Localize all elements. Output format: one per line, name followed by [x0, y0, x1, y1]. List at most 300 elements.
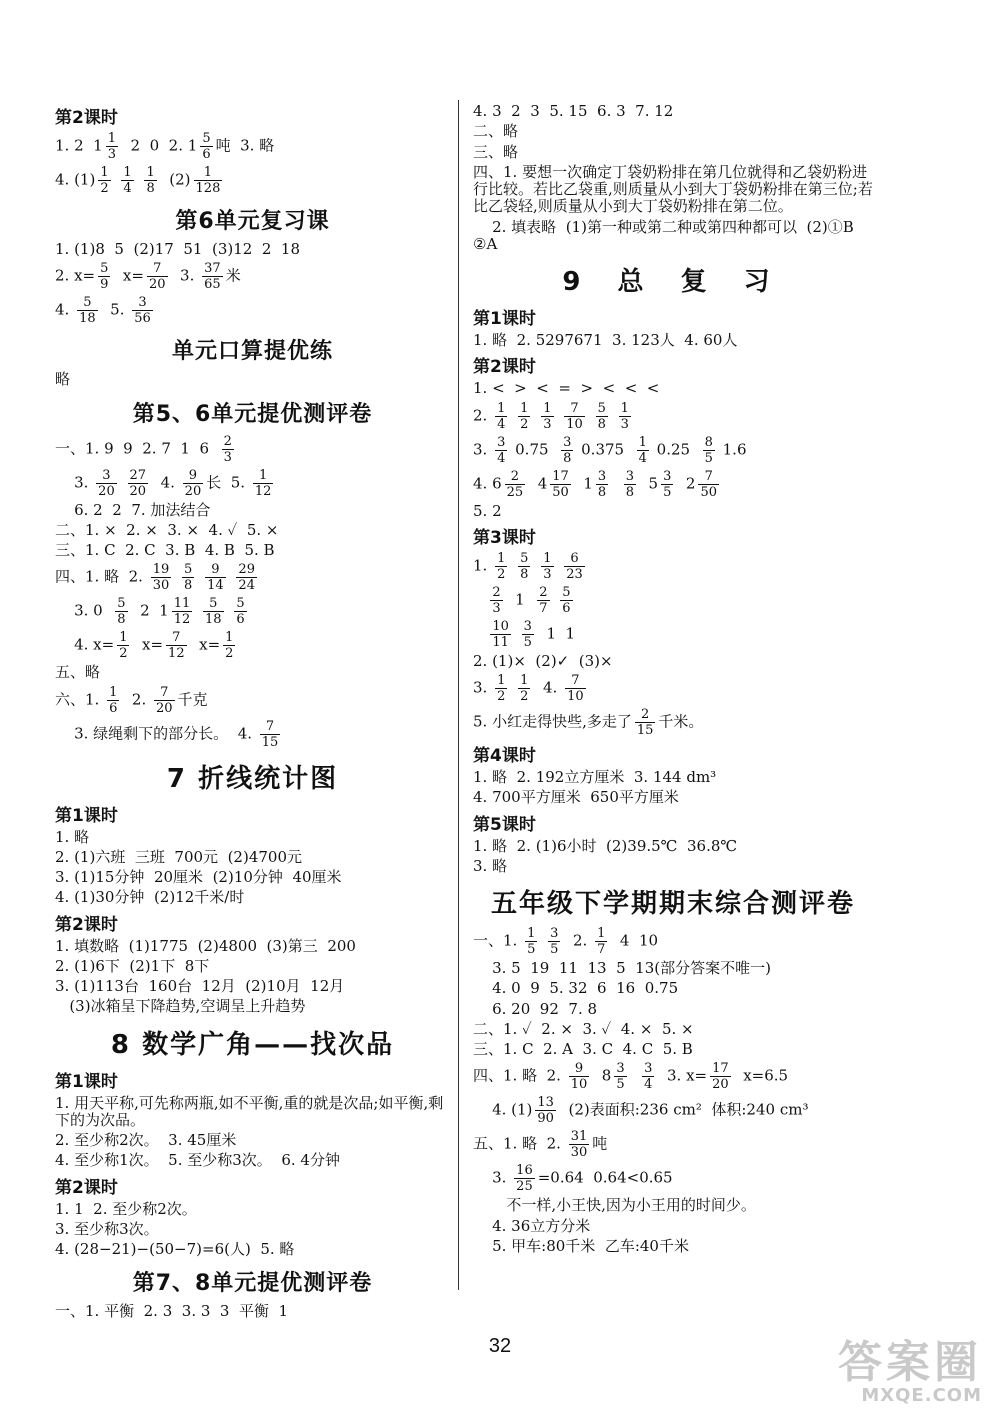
fraction	[182, 562, 194, 593]
lesson-heading: 第1课时	[55, 1071, 118, 1092]
fraction-denominator: 4	[644, 1077, 653, 1093]
fraction	[96, 468, 117, 499]
answer-text: 3. 5 19 11 13 5 13(部分答案不唯一)	[473, 959, 771, 977]
answer-line	[473, 653, 873, 670]
answer-text: 1. 略 2. 5297671 3. 123人 4. 60人	[473, 331, 738, 349]
answer-text: 4. 3 2 3 5. 15 6. 3 7. 12	[473, 102, 674, 120]
fraction-denominator: 12	[254, 483, 272, 499]
answer-text: 3. x=	[657, 1066, 708, 1085]
fraction	[614, 1061, 626, 1092]
fraction	[564, 551, 585, 582]
fraction-denominator: 8	[563, 450, 572, 466]
lesson-heading: 第2课时	[55, 914, 118, 935]
fraction	[537, 585, 549, 616]
answer-text	[514, 624, 519, 642]
answer-line	[55, 1241, 450, 1258]
fraction-numerator: 5	[597, 400, 606, 416]
answer-text	[540, 932, 545, 950]
answer-line	[473, 585, 873, 616]
fraction-denominator: 128	[195, 181, 221, 196]
answer-text	[588, 406, 593, 424]
fraction-numerator: 5	[520, 550, 529, 566]
answer-line	[473, 1095, 873, 1126]
answer-line	[55, 468, 450, 499]
watermark-logo	[838, 1337, 982, 1406]
answer-line	[473, 219, 873, 254]
fraction-numerator: 13	[537, 1095, 554, 1111]
answer-text: 4. 0 9 5. 32 6 16 0.75	[473, 979, 679, 998]
answer-text: 四、1. 略 2.	[55, 567, 148, 586]
fraction-numerator: 1	[253, 468, 274, 484]
fraction	[260, 719, 281, 750]
answer-text: 2. (1)× (2)✓ (3)×	[473, 651, 613, 670]
answer-text	[553, 590, 558, 608]
answer-text: 1. 略 2. (1)6小时 (2)39.5℃ 36.8℃	[473, 836, 738, 855]
fraction	[151, 562, 172, 593]
fraction	[596, 469, 608, 500]
fraction	[132, 295, 153, 326]
fraction-numerator: 2	[223, 433, 232, 449]
fraction	[117, 630, 129, 661]
answer-line	[473, 1061, 873, 1092]
answer-text: 三、1. C 2. C 3. B 4. B 5. B	[55, 541, 275, 559]
answer-line	[55, 241, 450, 258]
answer-line	[55, 938, 450, 955]
fraction	[565, 673, 586, 704]
fraction-denominator: 6	[236, 612, 245, 628]
lesson-heading: 第1课时	[473, 309, 536, 329]
answer-line	[473, 619, 873, 650]
answer-text: 三、1. C 2. A 3. C 4. C 5. B	[473, 1040, 693, 1058]
fraction	[518, 673, 530, 704]
answer-line	[55, 1221, 450, 1238]
fraction	[595, 926, 607, 957]
fraction-denominator: 8	[520, 566, 529, 582]
fraction-numerator: 5	[203, 596, 224, 612]
answer-text: 4. 700平方厘米 650平方厘米	[473, 788, 679, 807]
fraction	[703, 435, 715, 466]
answer-text: 1	[505, 590, 535, 609]
answer-line	[473, 926, 873, 957]
answer-line	[473, 707, 873, 738]
fraction-denominator: 90	[537, 1111, 554, 1127]
answer-text: 3. 至少称3次。	[55, 1219, 159, 1238]
fraction	[166, 630, 187, 661]
answer-text	[510, 406, 515, 424]
fraction-denominator: 30	[152, 578, 170, 594]
fraction-denominator: 14	[207, 578, 224, 594]
answer-text	[510, 679, 515, 697]
answer-line	[55, 522, 450, 539]
fraction-numerator: 1	[497, 673, 506, 688]
fraction-numerator: 29	[238, 562, 255, 578]
answer-text	[557, 406, 562, 424]
answer-text: 3.	[473, 1168, 512, 1187]
fraction-numerator: 3	[497, 434, 506, 450]
answer-line	[55, 1152, 450, 1169]
answer-text: 4.	[151, 473, 180, 491]
answer-text: 3. (1)113台 160台 12月 (2)10月 12月	[55, 977, 345, 995]
answer-text: 吨 3. 略	[215, 136, 275, 155]
answer-line	[473, 435, 873, 466]
fraction	[596, 401, 608, 432]
fraction	[518, 551, 530, 582]
fraction	[236, 562, 257, 593]
fraction	[661, 469, 673, 500]
fraction-denominator: 7	[539, 600, 548, 616]
fraction	[490, 619, 511, 650]
fraction-denominator: 12	[168, 646, 185, 662]
fraction-denominator: 8	[117, 612, 126, 628]
fraction-numerator: 3	[132, 295, 153, 311]
fraction-denominator: 3	[620, 416, 629, 432]
fraction-numerator: 7	[564, 401, 585, 417]
answer-line	[55, 261, 450, 292]
answer-line	[473, 164, 873, 216]
fraction-numerator: 9	[205, 562, 226, 578]
answer-text: 3. 0	[55, 601, 113, 620]
fraction	[128, 468, 149, 499]
answer-text: 一、1. 平衡 2. 3 3. 3 3 平衡 1	[55, 1302, 289, 1321]
answer-text: 1. 1 2. 至少称2次。	[55, 1199, 197, 1218]
fraction	[495, 435, 507, 466]
answer-text: 四、1. 要想一次确定丁袋奶粉排在第几位就得和乙袋奶粉进行比较。若比乙袋重,则质量从小到大丁袋奶粉排在第三位;若比乙袋轻,则质量从小到大丁袋奶粉排在第二位。	[473, 162, 873, 216]
column-divider	[458, 100, 459, 1290]
answer-text: 4. (1)	[55, 170, 96, 189]
answer-text: 2. 填表略 (1)第一种或第二种或第四种都可以 (2)①B ②A	[473, 217, 864, 253]
answer-line	[55, 664, 450, 681]
fraction-denominator: 2	[100, 181, 109, 196]
unit-title: 第7、8单元提优测评卷	[132, 1271, 373, 1297]
fraction-numerator: 16	[516, 1163, 533, 1179]
fraction-denominator: 8	[597, 484, 607, 500]
left-column	[55, 100, 450, 1324]
fraction-numerator: 1	[100, 165, 109, 180]
answer-line	[473, 1163, 873, 1194]
fraction-numerator: 5	[77, 295, 98, 311]
answer-text	[473, 590, 487, 608]
answer-line	[473, 401, 873, 432]
fraction	[222, 434, 234, 465]
fraction-numerator: 3	[550, 926, 559, 941]
answer-line	[55, 434, 450, 465]
answer-line	[55, 978, 450, 995]
answer-line	[473, 103, 873, 120]
unit-title: 第6单元复习课	[175, 209, 330, 234]
fraction-numerator: 5	[100, 261, 109, 277]
watermark-logo-text: 答案圈	[838, 1337, 982, 1388]
answer-text: 1 1	[536, 624, 576, 643]
fraction-numerator: 1	[543, 550, 552, 566]
unit-title: 单元口算提优练	[171, 339, 333, 365]
answer-text	[174, 568, 179, 586]
answer-text: 6. 2 2 7. 加法结合	[55, 500, 211, 519]
answer-text	[197, 568, 202, 586]
fraction-denominator: 5	[527, 942, 536, 957]
fraction-denominator: 3	[107, 147, 116, 162]
answer-line	[473, 551, 873, 582]
answer-text: 1. 略	[55, 827, 90, 846]
fraction-numerator: 2	[635, 707, 656, 723]
fraction-denominator: 5	[704, 450, 713, 466]
fraction	[495, 401, 507, 432]
fraction	[560, 585, 572, 616]
answer-text: 6. 20 92 7. 8	[473, 999, 598, 1018]
answer-text: 不一样,小王快,因为小王用的时间少。	[473, 1196, 756, 1215]
fraction-numerator: 1	[520, 673, 529, 688]
answer-line	[473, 838, 873, 855]
fraction-numerator: 1	[638, 434, 647, 450]
answer-text: 2. (1)六班 三班 700元 (2)4700元	[55, 847, 302, 866]
answer-line	[55, 630, 450, 661]
unit-title: 8 数学广角——找次品	[110, 1029, 395, 1060]
answer-text	[114, 171, 119, 189]
answer-text: 长 5.	[206, 473, 250, 491]
fraction-numerator: 7	[260, 719, 281, 735]
answer-text	[195, 602, 200, 620]
page-number: 32	[488, 1335, 512, 1357]
answer-text: 4. (1)30分钟 (2)12千米/时	[55, 888, 245, 907]
fraction-numerator: 10	[492, 618, 509, 634]
fraction	[121, 165, 133, 196]
answer-text: 4.	[55, 300, 75, 319]
answer-text: 2. x=	[55, 266, 96, 285]
fraction	[550, 469, 571, 500]
fraction	[642, 1061, 654, 1092]
answer-line	[55, 131, 450, 162]
answer-line	[473, 332, 873, 349]
fraction	[548, 926, 560, 957]
fraction-numerator: 31	[570, 1129, 588, 1145]
fraction-denominator: 50	[552, 484, 569, 500]
fraction	[535, 1095, 556, 1126]
fraction-numerator: 1	[597, 926, 606, 941]
fraction-denominator: 9	[100, 277, 109, 293]
answer-text: 8	[592, 1066, 612, 1085]
fraction-numerator: 1	[107, 131, 116, 146]
answer-line	[55, 849, 450, 866]
fraction	[77, 295, 98, 326]
answer-text	[137, 171, 142, 189]
answer-text: 四、1. 略 2.	[473, 1066, 566, 1085]
fraction	[183, 468, 204, 499]
answer-text: 5. 2	[473, 501, 502, 520]
answer-text	[229, 568, 234, 586]
answer-line	[473, 1021, 873, 1038]
answer-text: 千克	[177, 690, 208, 708]
fraction	[505, 469, 526, 500]
fraction	[495, 673, 507, 704]
fraction-numerator: 37	[204, 261, 221, 277]
lesson-heading: 第2课时	[55, 108, 118, 128]
answer-text	[611, 406, 616, 424]
answer-text: 2.	[563, 931, 593, 950]
answer-line	[473, 380, 873, 397]
fraction	[194, 165, 223, 196]
fraction-denominator: 25	[506, 484, 524, 500]
fraction-denominator: 20	[98, 483, 115, 499]
answer-line	[55, 685, 450, 716]
answer-text	[533, 556, 538, 574]
answer-line	[473, 1041, 873, 1058]
answer-text: 4. 6	[473, 474, 502, 492]
fraction-denominator: 15	[261, 734, 279, 750]
fraction-denominator: 50	[700, 484, 718, 500]
fraction-numerator: 1	[194, 165, 223, 181]
fraction-denominator: 30	[570, 1145, 588, 1161]
fraction-denominator: 18	[79, 311, 96, 327]
answer-text: 5. 小红走得快些,多走了	[473, 712, 632, 731]
fraction-numerator: 3	[616, 1061, 625, 1077]
answer-text: 二、1. ✓ 2. × 3. ✓ 4. × 5. ×	[473, 1019, 694, 1038]
answer-line	[473, 469, 873, 500]
fraction	[710, 1061, 731, 1092]
fraction-denominator: 12	[173, 612, 191, 628]
answer-text: 五、略	[55, 663, 101, 682]
fraction-numerator: 7	[154, 685, 175, 701]
fraction	[203, 596, 224, 627]
answer-line	[55, 829, 450, 846]
answer-line	[473, 144, 873, 161]
answer-text: 3.	[473, 440, 493, 458]
fraction-denominator: 2	[225, 646, 234, 662]
answer-text	[533, 406, 538, 424]
fraction-denominator: 20	[184, 483, 202, 499]
answer-text: 2. 至少称2次。 3. 45厘米	[55, 1131, 237, 1149]
answer-text: 4	[528, 474, 548, 492]
answer-line	[473, 960, 873, 977]
answer-text: 4. (1)	[473, 1100, 533, 1119]
fraction-numerator: 3	[625, 468, 635, 484]
answer-text: 2.	[473, 406, 493, 424]
answer-text: 5. 甲车:80千米 乙车:40千米	[473, 1236, 689, 1255]
fraction-denominator: 5	[523, 634, 532, 650]
lesson-heading: 第2课时	[55, 1177, 118, 1198]
answer-text	[473, 624, 487, 642]
fraction-denominator: 6	[109, 700, 118, 716]
fraction-denominator: 3	[543, 566, 552, 582]
fraction-numerator: 7	[565, 673, 586, 689]
fraction	[514, 1163, 535, 1194]
answer-line	[55, 719, 450, 750]
lesson-heading: 第4课时	[473, 746, 536, 766]
answer-line	[473, 503, 873, 520]
answer-line	[473, 1197, 873, 1214]
fraction-denominator: 23	[566, 566, 583, 582]
fraction-numerator: 1	[225, 630, 234, 646]
answer-text: 吨	[592, 1134, 608, 1153]
answer-text: 3. 略	[473, 856, 508, 875]
answer-text: x=	[113, 266, 144, 285]
answer-text: 1	[573, 474, 593, 492]
fraction-numerator: 3	[523, 618, 532, 634]
fraction	[107, 685, 119, 716]
answer-text: 2	[676, 474, 696, 492]
fraction	[561, 435, 573, 466]
fraction	[106, 131, 118, 162]
fraction	[541, 551, 553, 582]
answer-text: 一、1. 9 9 2. 7 1 6	[55, 439, 219, 457]
answer-text: 1. 填数略 (1)1775 (2)4800 (3)第三 200	[55, 936, 356, 955]
answer-text: 0.75	[510, 440, 559, 458]
fraction-numerator: 3	[597, 468, 607, 484]
answer-text: 六、1.	[55, 690, 105, 708]
fraction-denominator: 10	[567, 689, 584, 704]
fraction-numerator: 27	[129, 467, 147, 483]
fraction-numerator: 7	[698, 469, 719, 485]
fraction-denominator: 5	[550, 942, 559, 957]
answer-text: 0.25	[651, 440, 700, 458]
fraction-numerator: 3	[563, 434, 572, 450]
fraction-denominator: 6	[562, 600, 571, 616]
fraction-numerator: 6	[564, 551, 585, 567]
watermark-url: MXQE.COM	[861, 1385, 982, 1406]
fraction-denominator: 20	[148, 277, 166, 293]
answer-line	[55, 889, 450, 906]
fraction	[205, 562, 226, 593]
answer-line	[473, 1238, 873, 1255]
fraction-denominator: 3	[223, 449, 232, 465]
fraction	[172, 596, 193, 627]
answer-line	[55, 165, 450, 196]
fraction-denominator: 15	[636, 723, 654, 738]
unit-title: 9 总 复 习	[562, 267, 784, 297]
answer-text: 4.	[533, 678, 563, 697]
answer-text: 3. 绿绳剩下的部分长。 4.	[55, 724, 257, 742]
answer-text: (2)	[159, 170, 191, 189]
answer-text: 三、略	[473, 142, 519, 161]
answer-text: 1. 用天平称,可先称两瓶,如不平衡,重的就是次品;如平衡,剩下的为次品。	[55, 1093, 444, 1129]
answer-line	[55, 502, 450, 519]
fraction	[200, 131, 212, 162]
fraction	[154, 685, 175, 716]
fraction-numerator: 3	[663, 468, 672, 484]
fraction	[253, 468, 274, 499]
unit-title: 五年级下学期期末综合测评卷	[490, 889, 855, 919]
fraction-denominator: 8	[184, 578, 193, 594]
lesson-heading: 第2课时	[473, 357, 536, 378]
answer-text: 2 1	[130, 601, 169, 620]
answer-text: 1. (1)8 5 (2)17 51 (3)12 2 18	[55, 240, 301, 258]
answer-text: 4 10	[610, 931, 659, 950]
fraction-numerator: 11	[173, 596, 191, 612]
fraction-denominator: 5	[663, 484, 672, 500]
answer-text: 米	[225, 266, 241, 285]
fraction-numerator: 2	[539, 584, 548, 600]
fraction-numerator: 19	[152, 562, 170, 578]
fraction-denominator: 2	[497, 689, 506, 704]
answer-text: 5.	[100, 300, 130, 319]
fraction	[490, 585, 502, 616]
fraction-denominator: 2	[520, 689, 529, 704]
answer-text: 千米。	[658, 712, 704, 731]
fraction-numerator: 1	[520, 400, 529, 416]
answer-line	[473, 1218, 873, 1235]
fraction-numerator: 1	[543, 400, 552, 416]
lesson-heading: 第3课时	[473, 527, 536, 548]
fraction-denominator: 2	[497, 566, 506, 582]
answer-text: 3.	[55, 473, 94, 491]
fraction-numerator: 1	[527, 926, 536, 941]
fraction-numerator: 9	[183, 468, 204, 484]
fraction-denominator: 7	[597, 942, 606, 957]
unit-title: 第5、6单元提优测评卷	[132, 401, 373, 427]
answer-text: 一、1.	[473, 931, 523, 950]
fraction-denominator: 10	[566, 416, 583, 432]
lesson-heading: 第5课时	[473, 814, 536, 835]
fraction-numerator: 2	[492, 584, 501, 600]
answer-text	[227, 602, 232, 620]
